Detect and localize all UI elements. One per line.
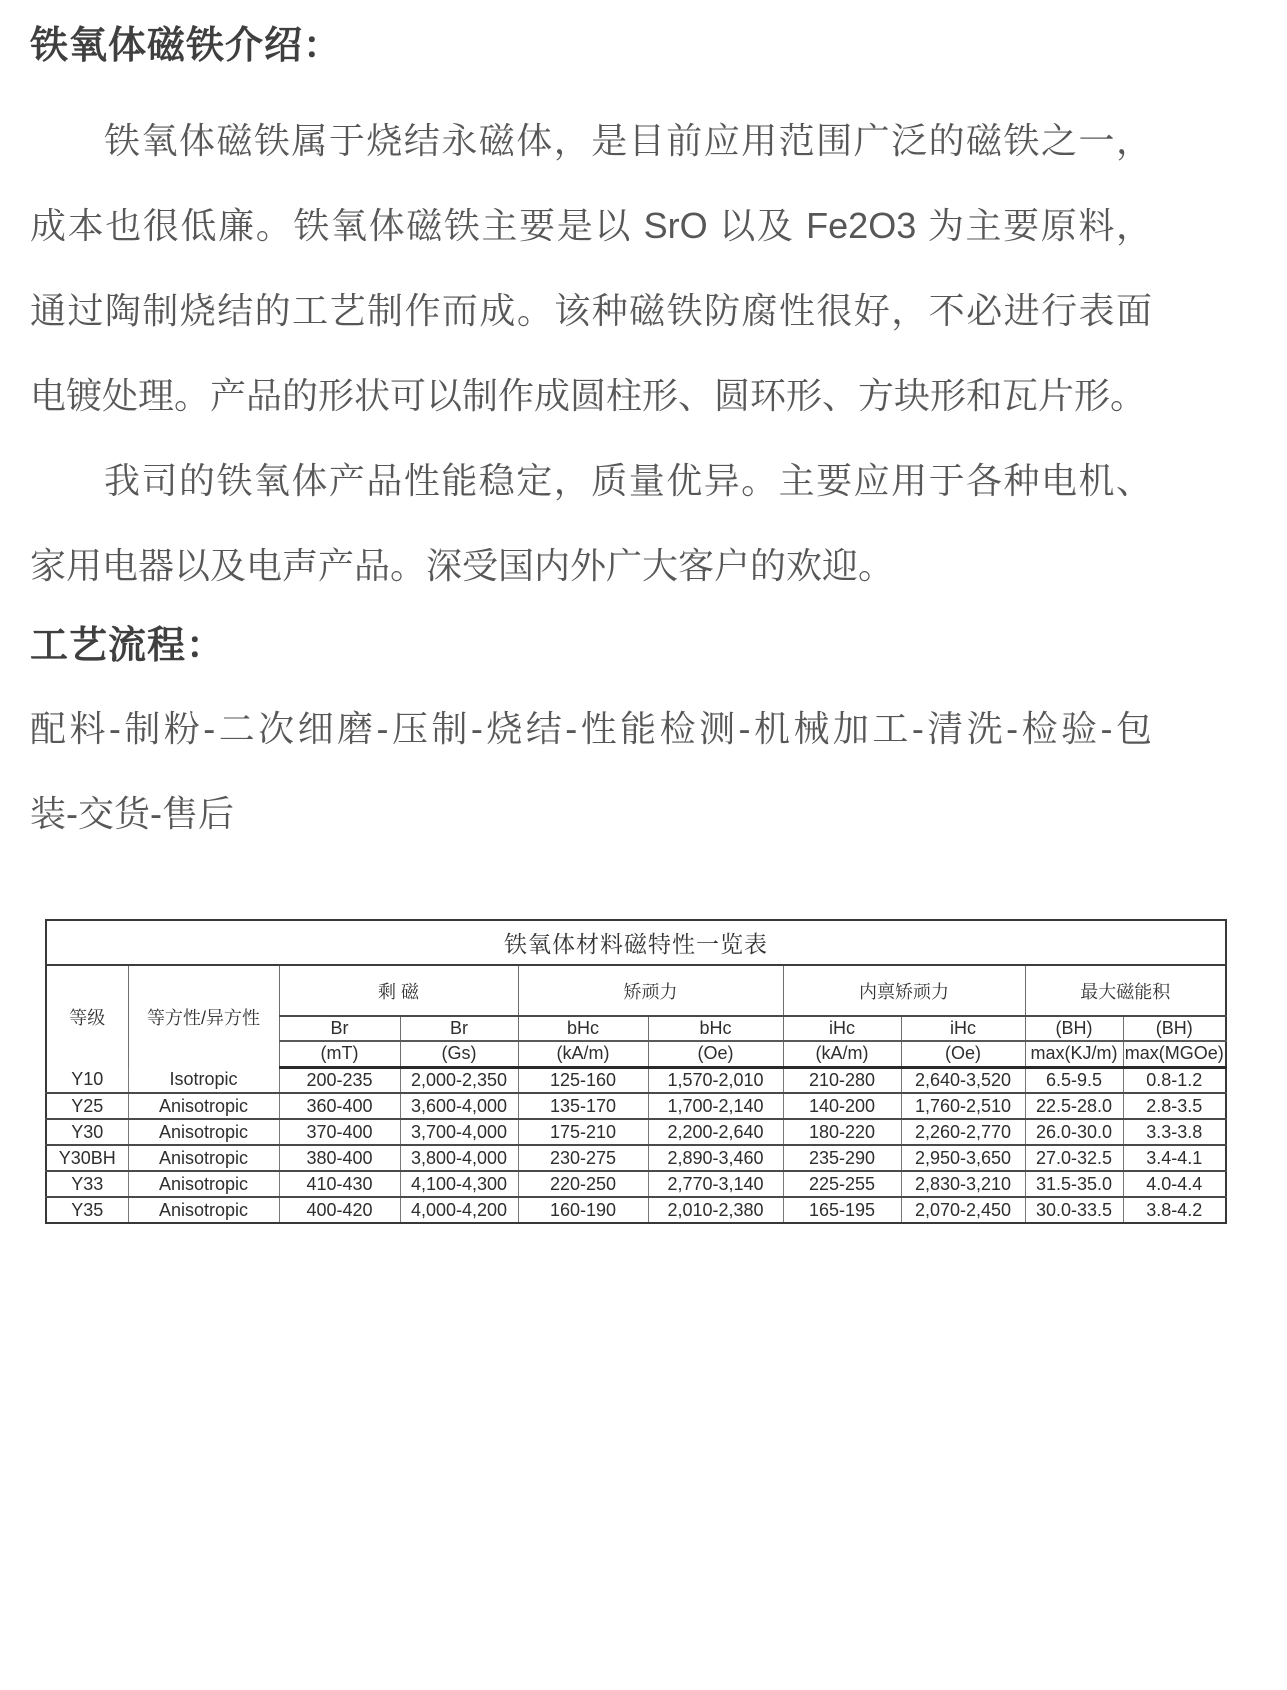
table-cell: 235-290 bbox=[783, 1145, 901, 1171]
grade-cell: Y33 bbox=[46, 1171, 128, 1197]
grade-cell: Y10 bbox=[46, 1067, 128, 1093]
table-cell: 160-190 bbox=[518, 1197, 648, 1223]
paragraph-line: 成本也很低廉。铁氧体磁铁主要是以 SrO 以及 Fe2O3 为主要原料， bbox=[30, 205, 1152, 246]
table-cell: 165-195 bbox=[783, 1197, 901, 1223]
flow-line: 配料-制粉-二次细磨-压制-烧结-性能检测-机械加工-清洗-检验-包 bbox=[30, 708, 1152, 749]
process-flow-paragraph bbox=[30, 686, 1152, 856]
table-cell: Anisotropic bbox=[128, 1171, 279, 1197]
table-cell: Anisotropic bbox=[128, 1197, 279, 1223]
group-header-remanence: 剩 磁 bbox=[279, 965, 518, 1016]
table-cell: 26.0-30.0 bbox=[1025, 1119, 1123, 1145]
table-cell: 125-160 bbox=[518, 1067, 648, 1093]
table-cell: 2,890-3,460 bbox=[648, 1145, 783, 1171]
symbol-header: iHc bbox=[901, 1016, 1025, 1041]
table-cell: 30.0-33.5 bbox=[1025, 1197, 1123, 1223]
grade-cell: Y30BH bbox=[46, 1145, 128, 1171]
table-cell: 210-280 bbox=[783, 1067, 901, 1093]
table-cell: 200-235 bbox=[279, 1067, 400, 1093]
table-body bbox=[46, 1067, 1226, 1223]
table-cell: 2,010-2,380 bbox=[648, 1197, 783, 1223]
table-cell: 410-430 bbox=[279, 1171, 400, 1197]
table-cell: 3.8-4.2 bbox=[1123, 1197, 1226, 1223]
table-cell: 4,000-4,200 bbox=[400, 1197, 518, 1223]
table-cell: 2,770-3,140 bbox=[648, 1171, 783, 1197]
table-cell: 27.0-32.5 bbox=[1025, 1145, 1123, 1171]
table-cell: 220-250 bbox=[518, 1171, 648, 1197]
table-cell: 6.5-9.5 bbox=[1025, 1067, 1123, 1093]
process-heading: 工艺流程： bbox=[30, 625, 226, 667]
symbol-header: iHc bbox=[783, 1016, 901, 1041]
table-cell: 31.5-35.0 bbox=[1025, 1171, 1123, 1197]
table-cell: Anisotropic bbox=[128, 1145, 279, 1171]
table-cell: 1,700-2,140 bbox=[648, 1093, 783, 1119]
table-cell: Anisotropic bbox=[128, 1093, 279, 1119]
table-cell: 400-420 bbox=[279, 1197, 400, 1223]
unit-header: max(KJ/m) bbox=[1025, 1041, 1123, 1067]
table-cell: 2,000-2,350 bbox=[400, 1067, 518, 1093]
symbol-header: bHc bbox=[518, 1016, 648, 1041]
table-cell: 360-400 bbox=[279, 1093, 400, 1119]
grade-cell: Y25 bbox=[46, 1093, 128, 1119]
properties-table-wrapper bbox=[45, 919, 1224, 1224]
table-cell: 1,760-2,510 bbox=[901, 1093, 1025, 1119]
unit-header: (kA/m) bbox=[783, 1041, 901, 1067]
unit-header: (Oe) bbox=[901, 1041, 1025, 1067]
symbol-header: bHc bbox=[648, 1016, 783, 1041]
table-cell: 230-275 bbox=[518, 1145, 648, 1171]
symbol-header: Br bbox=[400, 1016, 518, 1041]
table-cell: Isotropic bbox=[128, 1067, 279, 1093]
intro-paragraph-1 bbox=[30, 98, 1152, 438]
table-cell: 4,100-4,300 bbox=[400, 1171, 518, 1197]
table-cell: 2,950-3,650 bbox=[901, 1145, 1025, 1171]
symbol-header: (BH) bbox=[1123, 1016, 1226, 1041]
table-cell: 175-210 bbox=[518, 1119, 648, 1145]
group-header-coercivity: 矫顽力 bbox=[518, 965, 783, 1016]
flow-line: 装-交货-售后 bbox=[30, 793, 234, 834]
table-group-header-row bbox=[46, 965, 1226, 1016]
paragraph-line: 铁氧体磁铁属于烧结永磁体，是目前应用范围广泛的磁铁之一， bbox=[104, 120, 1152, 161]
paragraph-line: 我司的铁氧体产品性能稳定，质量优异。主要应用于各种电机、 bbox=[104, 460, 1152, 501]
table-row bbox=[46, 1145, 1226, 1171]
table-cell: Anisotropic bbox=[128, 1119, 279, 1145]
table-cell: 370-400 bbox=[279, 1119, 400, 1145]
table-cell: 22.5-28.0 bbox=[1025, 1093, 1123, 1119]
symbol-header: Br bbox=[279, 1016, 400, 1041]
paragraph-line: 电镀处理。产品的形状可以制作成圆柱形、圆环形、方块形和瓦片形。 bbox=[30, 375, 1147, 416]
paragraph-line: 家用电器以及电声产品。深受国内外广大客户的欢迎。 bbox=[30, 545, 895, 586]
table-cell: 3,800-4,000 bbox=[400, 1145, 518, 1171]
table-row bbox=[46, 1093, 1226, 1119]
table-cell: 180-220 bbox=[783, 1119, 901, 1145]
grade-cell: Y35 bbox=[46, 1197, 128, 1223]
unit-header: (kA/m) bbox=[518, 1041, 648, 1067]
group-header-intrinsic-coercivity: 内禀矫顽力 bbox=[783, 965, 1025, 1016]
column-header-isotropy: 等方性/异方性 bbox=[128, 965, 279, 1067]
table-cell: 2.8-3.5 bbox=[1123, 1093, 1226, 1119]
magnetic-properties-table bbox=[45, 919, 1227, 1224]
table-cell: 2,200-2,640 bbox=[648, 1119, 783, 1145]
table-cell: 3,700-4,000 bbox=[400, 1119, 518, 1145]
unit-header: (mT) bbox=[279, 1041, 400, 1067]
table-row bbox=[46, 1119, 1226, 1145]
table-cell: 1,570-2,010 bbox=[648, 1067, 783, 1093]
table-cell: 2,070-2,450 bbox=[901, 1197, 1025, 1223]
table-cell: 140-200 bbox=[783, 1093, 901, 1119]
grade-cell: Y30 bbox=[46, 1119, 128, 1145]
table-cell: 380-400 bbox=[279, 1145, 400, 1171]
table-row bbox=[46, 1171, 1226, 1197]
table-cell: 3,600-4,000 bbox=[400, 1093, 518, 1119]
table-cell: 2,640-3,520 bbox=[901, 1067, 1025, 1093]
unit-header: max(MGOe) bbox=[1123, 1041, 1226, 1067]
symbol-header: (BH) bbox=[1025, 1016, 1123, 1041]
table-cell: 2,260-2,770 bbox=[901, 1119, 1025, 1145]
unit-header: (Gs) bbox=[400, 1041, 518, 1067]
paragraph-line: 通过陶制烧结的工艺制作而成。该种磁铁防腐性很好，不必进行表面 bbox=[30, 290, 1152, 331]
table-row bbox=[46, 1067, 1226, 1093]
table-title: 铁氧体材料磁特性一览表 bbox=[46, 920, 1226, 965]
table-cell: 2,830-3,210 bbox=[901, 1171, 1025, 1197]
table-title-row bbox=[46, 920, 1226, 965]
intro-paragraph-2 bbox=[30, 438, 1152, 608]
table-cell: 4.0-4.4 bbox=[1123, 1171, 1226, 1197]
table-row bbox=[46, 1197, 1226, 1223]
intro-heading: 铁氧体磁铁介绍： bbox=[30, 25, 343, 67]
unit-header: (Oe) bbox=[648, 1041, 783, 1067]
table-cell: 0.8-1.2 bbox=[1123, 1067, 1226, 1093]
table-cell: 135-170 bbox=[518, 1093, 648, 1119]
table-cell: 3.4-4.1 bbox=[1123, 1145, 1226, 1171]
group-header-max-energy-product: 最大磁能积 bbox=[1025, 965, 1226, 1016]
table-cell: 3.3-3.8 bbox=[1123, 1119, 1226, 1145]
table-cell: 225-255 bbox=[783, 1171, 901, 1197]
column-header-grade: 等级 bbox=[46, 965, 128, 1067]
